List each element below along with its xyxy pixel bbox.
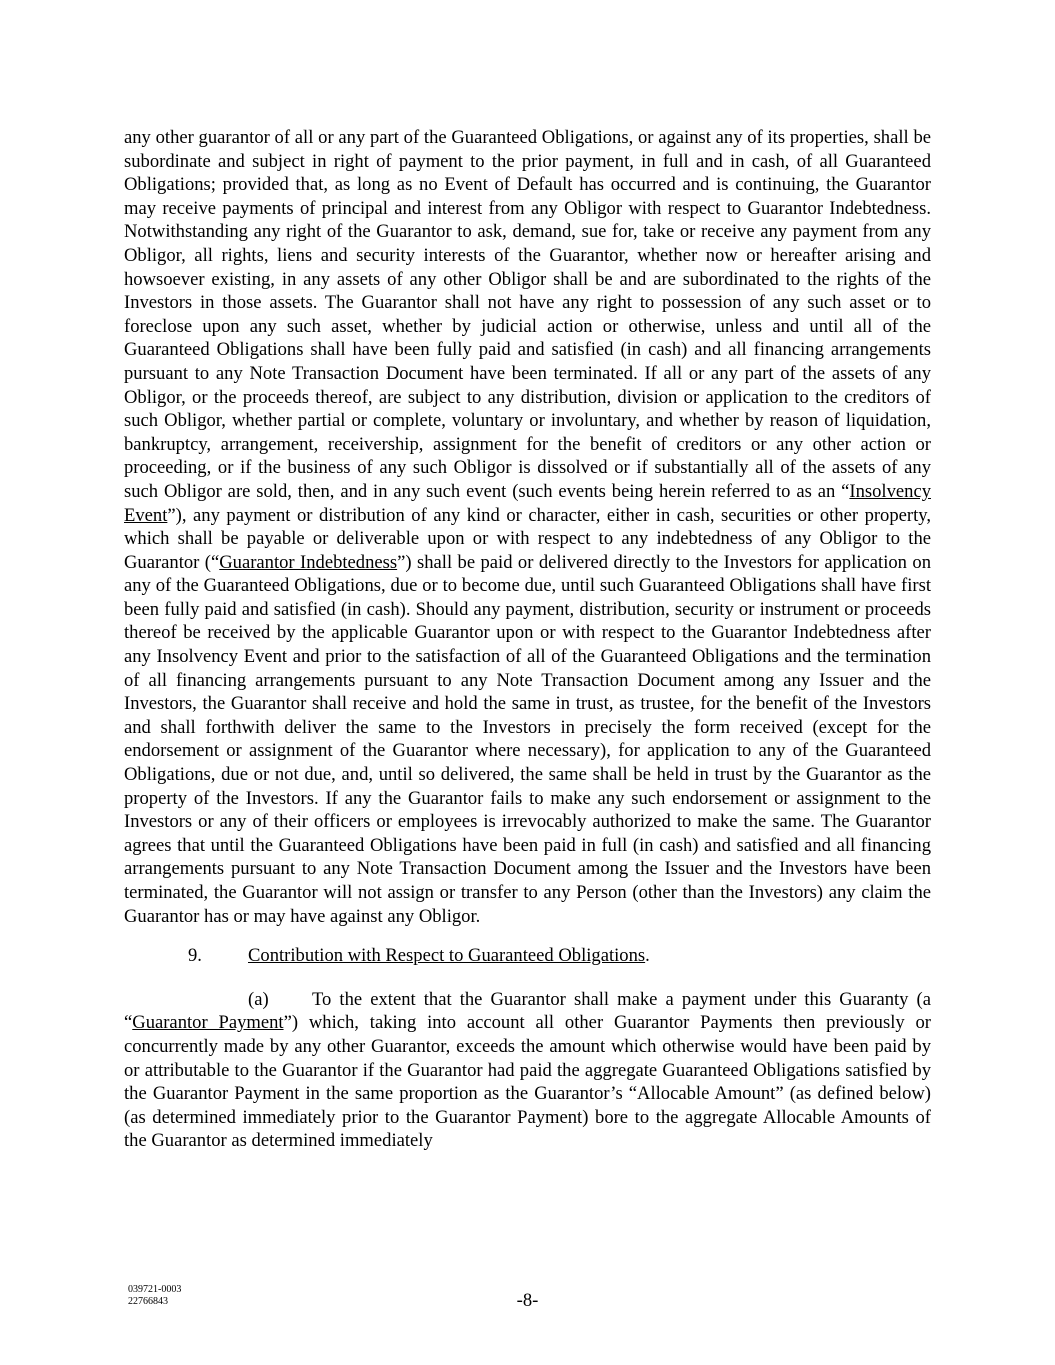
defined-term-guarantor-payment: Guarantor Payment [132, 1012, 284, 1034]
section-title: Contribution with Respect to Guaranteed Obligations [248, 945, 646, 967]
section-number: 9. [188, 945, 202, 967]
paragraph-text: any other guarantor of all or any part of the Guaranteed Obligations, or against any of its properties, shall be subordinate and subject in right of payment to the prior payment, in full and in cash, of all Guaranteed Obligations; provided that, as long as no Event of Default has occurred and is continuing, the Guarantor may receive payments of principal and interest from any Obligor with respect to Guarantor Indebtedness. Notwithstanding any right of the Guarantor to ask, demand, sue for, take or receive any payment from any Obligor, all rights, liens and security interests of the Guarantor, whether now or hereafter arising and howsoever existing, in any assets of any other Obligor shall be and are subordinated to the rights of the Investors in those assets. The Guarantor shall not have any right to possession of any such asset or to foreclose upon any such asset, whether by judicial action or otherwise, unless and until all of the Guaranteed Obligations shall have been fully paid and satisfied (in cash) and all financing arrangements pursuant to any Note Transaction Document have been terminated. If all or any part of the assets of any Obligor, or the proceeds thereof, are subject to any distribution, division or application to the creditors of such Obligor, whether partial or complete, voluntary or involuntary, and whether by reason of liquidation, bankruptcy, arrangement, receivership, assignment for the benefit of creditors or any other action or proceeding, or if the business of any such Obligor is dissolved or if substantially all of the assets of any such Obligor are sold, then, and in any such event (such events being herein referred to as an “ [124, 127, 931, 502]
doc-id-line-2: 22766843 [128, 1296, 168, 1307]
section-heading [124, 944, 931, 968]
paragraph-text: ”) which, taking into account all other Guarantor Payments then previously or concurrently made by any other Guarantor, exceeds the amount which otherwise would have been paid by or attributable to the Guarantor if the Guarantor had paid the aggregate Guaranteed Obligations satisfied by the Guarantor Payment in the same proportion as the Guarantor’s “Allocable Amount” (as defined below) (as determined immediately prior to the Guarantor Payment) bore to the aggregate Allocable Amounts of the Guarantor as determined immediately [124, 1012, 932, 1152]
doc-id-line-1: 039721-0003 [128, 1284, 182, 1295]
defined-term-guarantor-indebtedness: Guarantor Indebtedness [219, 551, 398, 573]
paragraph-text: ”), any payment or distribution of any kind or character, either in cash, securities or other property, which shall be payable or deliverable upon or with respect to any indebtedness of any Obligor to the Guarantor (“ [124, 504, 931, 573]
subsection-a-paragraph [124, 988, 931, 1153]
paragraph-text: ”) shall be paid or delivered directly to the Investors for application on any of the Guaranteed Obligations, due or to become due, until such Guaranteed Obligations shall have first been fully paid and satisfied (in cash). Should any payment, distribution, security or instrument or proceeds thereof be received by the applicable Guarantor upon or with respect to the Guarantor Indebtedness after any Insolvency Event and prior to the satisfaction of all of the Guaranteed Obligations and the termination of all financing arrangements pursuant to any Note Transaction Document among any Issuer and the Investors, the Guarantor shall receive and hold the same in trust, as trustee, for the benefit of the Investors and shall forthwith deliver the same to the Investors in precisely the form received (except for the endorsement or assignment of the Guarantor where necessary), for application to any of the Guaranteed Obligations, due or not due, and, until so delivered, the same shall be held in trust by the Guarantor as the property of the Investors. If any the Guarantor fails to make any such endorsement or assignment to the Investors or any of their officers or employees is irrevocably authorized to make the same. The Guarantor agrees that until the Guaranteed Obligations have been paid in full (in cash) and satisfied and all financing arrangements pursuant to any Note Transaction Document among the Issuer and the Investors have been terminated, the Guarantor will not assign or transfer to any Person (other than the Investors) any claim the Guarantor has or may have against any Obligor. [124, 551, 931, 927]
subordination-paragraph [124, 126, 931, 928]
defined-term-insolvency-event: Insolvency Event [124, 480, 931, 526]
page-number: -8- [516, 1290, 539, 1311]
subsection-label: (a) [248, 988, 269, 1010]
paragraph-text: To the extent that the Guarantor shall make a payment under this Guaranty (a “ [124, 988, 931, 1034]
document-page [124, 126, 931, 1153]
section-title-period: . [645, 945, 650, 967]
